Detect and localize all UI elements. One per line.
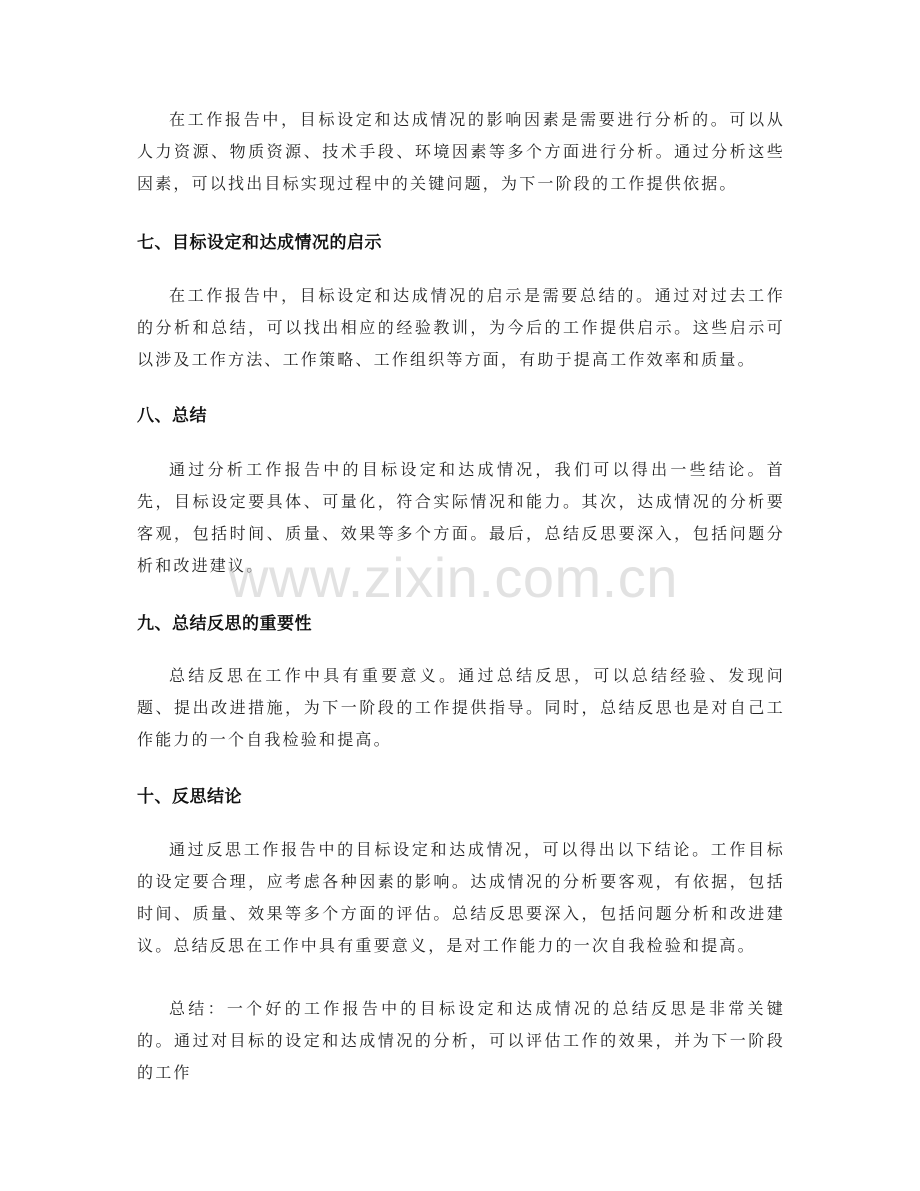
- heading-section-9: 九、总结反思的重要性: [137, 614, 312, 634]
- watermark: www.zixin.com.cn: [228, 546, 678, 609]
- paragraph-final-summary: 总结：一个好的工作报告中的目标设定和达成情况的总结反思是非常关键的。通过对目标的设定和达成情况的分析，可以评估工作的效果，并为下一阶段的工作: [137, 999, 785, 1082]
- paragraph-conclusion: 通过反思工作报告中的目标设定和达成情况，可以得出以下结论。工作目标的设定要合理，应考虑各种因素的影响。达成情况的分析要客观，有依据，包括时间、质量、效果等多个方面的评估。总结反思要深入，包括问题分析和改进建议。总结反思在工作中具有重要意义，是对工作能力的一次自我检验和提高。: [137, 840, 785, 955]
- paragraph-importance: 总结反思在工作中具有重要意义。通过总结反思，可以总结经验、发现问题、提出改进措施，为下一阶段的工作提供指导。同时，总结反思也是对自己工作能力的一个自我检验和提高。: [137, 666, 785, 749]
- paragraph-insights: 在工作报告中，目标设定和达成情况的启示是需要总结的。通过对过去工作的分析和总结，可以找出相应的经验教训，为今后的工作提供启示。这些启示可以涉及工作方法、工作策略、工作组织等方面，有助于提高工作效率和质量。: [137, 286, 785, 369]
- paragraph-influencing-factors: 在工作报告中，目标设定和达成情况的影响因素是需要进行分析的。可以从人力资源、物质资源、技术手段、环境因素等多个方面进行分析。通过分析这些因素，可以找出目标实现过程中的关键问题，为下一阶段的工作提供依据。: [137, 110, 785, 193]
- heading-section-10: 十、反思结论: [137, 787, 242, 807]
- heading-section-8: 八、总结: [137, 406, 207, 426]
- heading-section-7: 七、目标设定和达成情况的启示: [137, 233, 382, 253]
- paragraph-summary: 通过分析工作报告中的目标设定和达成情况，我们可以得出一些结论。首先，目标设定要具体、可量化，符合实际情况和能力。其次，达成情况的分析要客观，包括时间、质量、效果等多个方面。最后，总结反思要深入，包括问题分析和改进建议。: [137, 460, 785, 575]
